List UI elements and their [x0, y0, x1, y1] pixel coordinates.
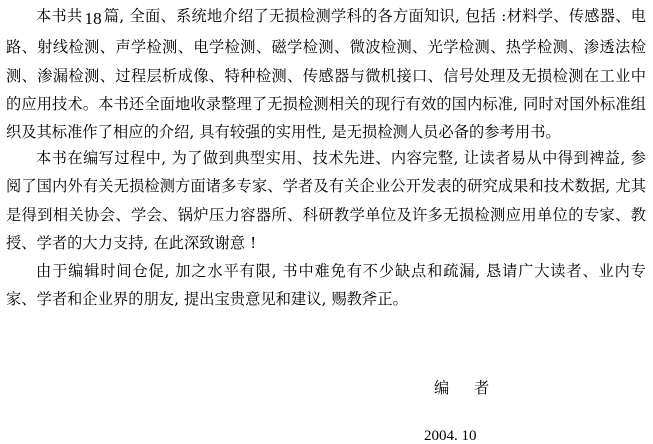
- preface-date: 2004. 10: [424, 428, 477, 444]
- preface-paragraph-scope: [6, 2, 646, 146]
- chapter-count: 18: [84, 9, 102, 28]
- paragraph-body-text: 篇, 全面、系统地介绍了无损检测学科的各方面知识, 包括 :材料学、传感器、电路、射线检测、声学检测、电学检测、磁学检测、微波检测、光学检测、热学检测、渗透法检测、渗漏检测、过程层析成像、特种检测、传感器与微机接口、信号处理及无损检测在工业中的应用技术。本书还全面地收录整理了无损检测相关的现行有效的国内标准, 同时对国外标准组织及其标准作了相应的介绍, 具有较强的实用性, 是无损检测人员必备的参考用书。: [6, 7, 646, 142]
- paragraph-lead-text: 本书共: [36, 7, 83, 25]
- editor-signature: 编 者: [434, 379, 494, 397]
- preface-paragraph-acknowledgement: 本书在编写过程中, 为了做到典型实用、技术先进、内容完整, 让读者易从中得到裨益, 参阅了国内外有关无损检测方面诸多专家、学者及有关企业公开发表的研究成果和技术数据, 尤其是得到相关协会、学会、锅炉压力容器所、科研教学单位及许多无损检测应用单位的专家、教授、学者的大力支持, 在此深致谢意 !: [6, 149, 646, 252]
- preface-paragraph-request-feedback: 由于编辑时间仓促, 加之水平有限, 书中难免有不少缺点和疏漏, 恳请广大读者、业内专家、学者和企业界的朋友, 提出宝贵意见和建议, 赐教斧正。: [6, 262, 646, 309]
